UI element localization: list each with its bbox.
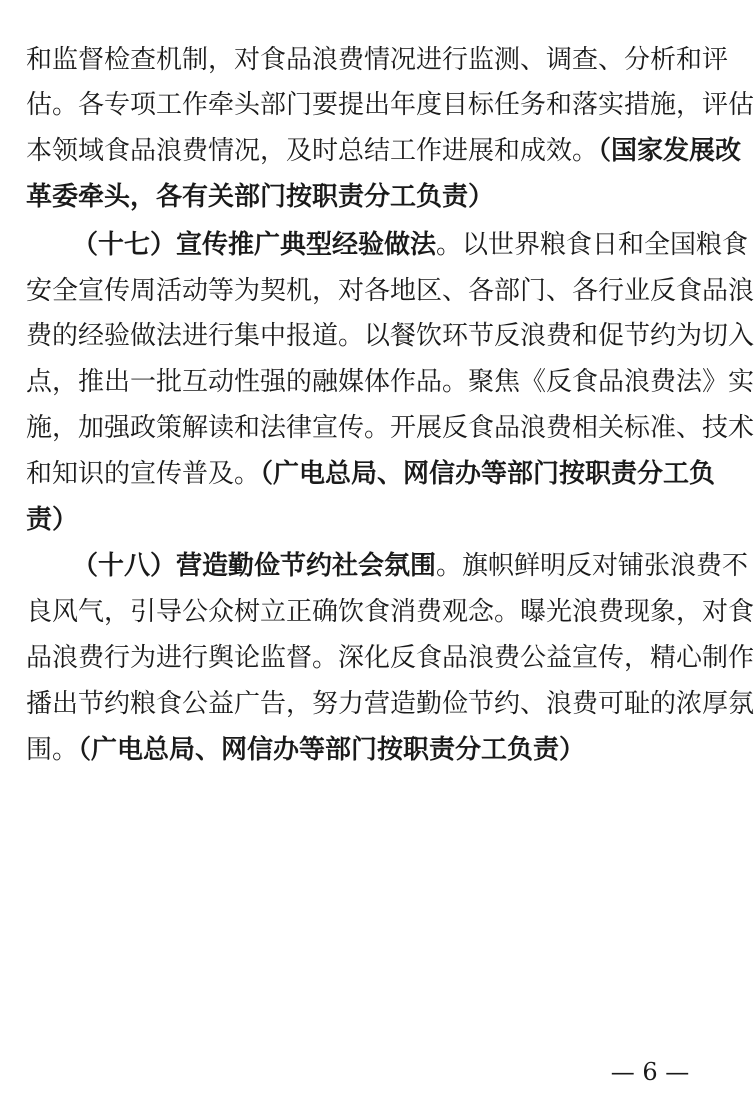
body-text: 品浪费行为进行舆论监督。深化反食品浪费公益宣传，精心制作 [26,643,754,673]
section-18-heading-line [72,546,749,586]
body-line-15 [26,684,754,724]
body-text: 本领域食品浪费情况，及时总结工作进展和成效。 [26,136,599,166]
body-text: 施，加强政策解读和法律宣传。开展反食品浪费相关标准、技术 [26,413,754,443]
body-line-3 [26,131,742,171]
body-text: 。以世界粮食日和全国粮食 [436,230,749,260]
body-text: 点，推出一批互动性强的融媒体作品。聚焦《反食品浪费法》实 [26,367,754,397]
body-line-7 [26,316,754,356]
body-line-16 [26,730,698,770]
body-text: 安全宣传周活动等为契机，对各地区、各部门、各行业反食品浪 [26,276,754,306]
body-line-1 [26,40,729,80]
body-text: 围。 [26,735,79,765]
body-line-10 [26,454,716,494]
responsible-agency-text: （广电总局、网信办等部门按职责分工负责） [78,735,586,765]
body-text: 和监督检查机制，对食品浪费情况进行监测、调查、分析和评 [26,45,729,75]
body-line-4 [26,177,698,217]
body-line-8 [26,362,754,402]
body-text: 。旗帜鲜明反对铺张浪费不 [436,551,749,581]
body-line-13 [26,592,754,632]
body-line-14 [26,638,754,678]
responsible-agency-text: （广电总局、网信办等部门按职责分工负 [260,459,716,489]
body-line-11 [26,500,698,540]
body-line-9 [26,408,754,448]
body-line-6 [26,271,754,311]
body-text: 费的经验做法进行集中报道。以餐饮环节反浪费和促节约为切入 [26,321,754,351]
responsible-agency-text: 责） [26,505,79,535]
section-heading: （十七）宣传推广典型经验做法 [72,230,437,260]
responsible-agency-text: （国家发展改 [598,136,742,166]
page-number: — 6 — [610,1058,690,1086]
section-17-heading-line [72,225,749,265]
body-text: 和知识的宣传普及。 [26,459,261,489]
body-text: 播出节约粮食公益广告，努力营造勤俭节约、浪费可耻的浓厚氛 [26,689,754,719]
body-line-2 [26,85,754,125]
section-heading: （十八）营造勤俭节约社会氛围 [72,551,437,581]
body-text: 估。各专项工作牵头部门要提出年度目标任务和落实措施，评估 [26,90,754,120]
body-text: 良风气，引导公众树立正确饮食消费观念。曝光浪费现象，对食 [26,597,754,627]
responsible-agency-text: 革委牵头，各有关部门按职责分工负责） [26,182,495,212]
